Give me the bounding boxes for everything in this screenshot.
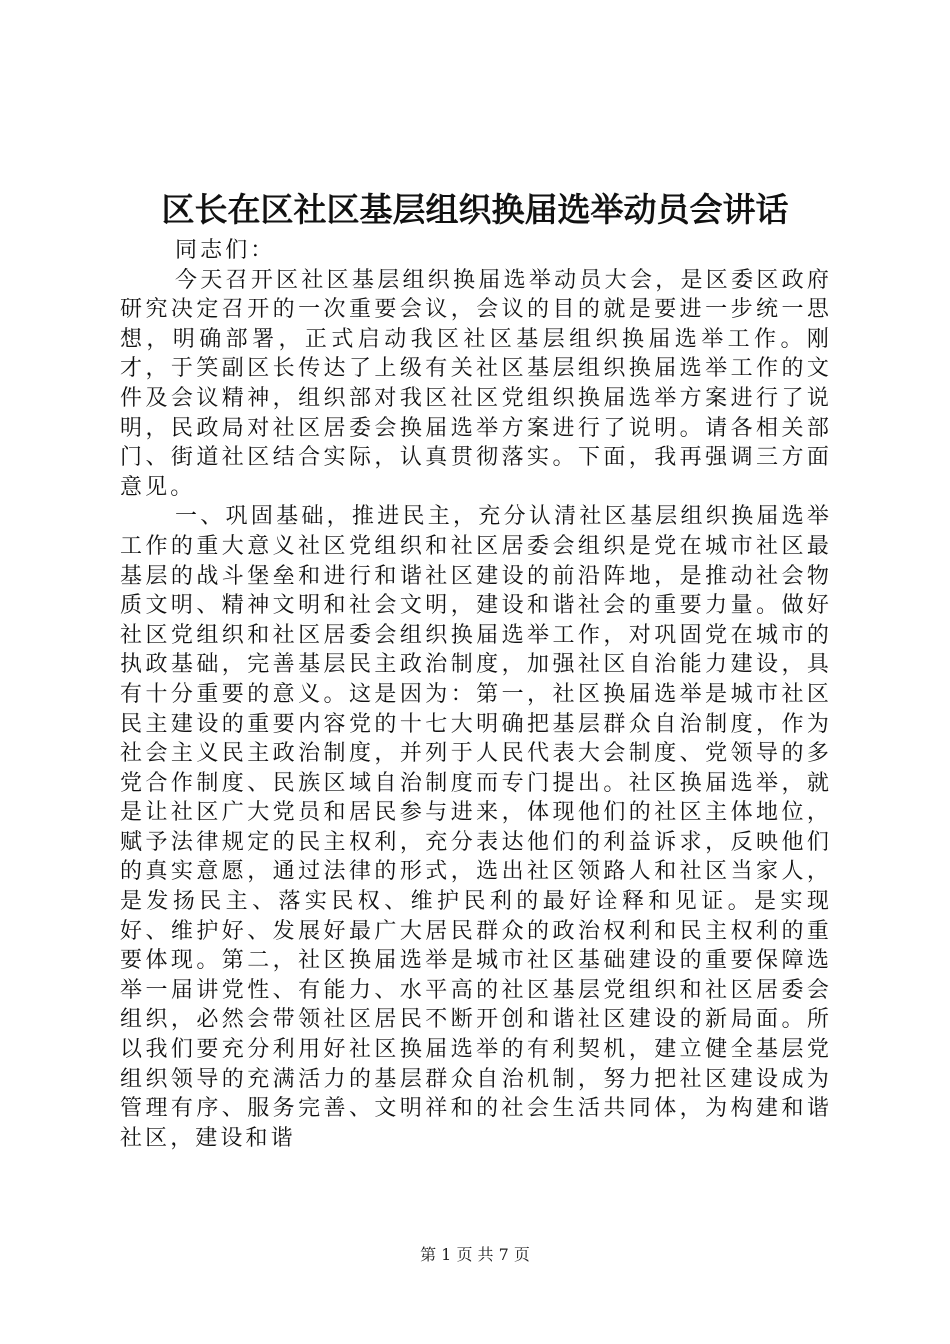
page-number-footer: 第 1 页 共 7 页	[420, 1245, 530, 1264]
greeting-paragraph: 同志们：	[175, 238, 276, 263]
body-paragraph-1: 今天召开区社区基层组织换届选举动员大会，是区委区政府研究决定召开的一次重要会议，会议的目的就是要进一步统一思想，明确部署，正式启动我区社区基层组织换届选举工作。刚才，于笑副区长传达了上级有关社区基层组织换届选举工作的文件及会议精神，组织部对我区社区党组织换届选举方案进行了说明，民政局对社区居委会换届选举方案进行了说明。请各相关部门、街道社区结合实际，认真贯彻落实。下面，我再强调三方面意见。	[120, 267, 832, 500]
document-body	[120, 236, 832, 1153]
document-title: 区长在区社区基层组织换届选举动员会讲话	[161, 190, 789, 229]
body-paragraph-2: 一、巩固基础，推进民主，充分认清社区基层组织换届选举工作的重大意义社区党组织和社区居委会组织是党在城市社区最基层的战斗堡垒和进行和谐社区建设的前沿阵地，是推动社会物质文明、精神文明和社会文明，建设和谐社会的重要力量。做好社区党组织和社区居委会组织换届选举工作，对巩固党在城市的执政基础，完善基层民主政治制度，加强社区自治能力建设，具有十分重要的意义。这是因为：第一，社区换届选举是城市社区民主建设的重要内容党的十七大明确把基层群众自治制度，作为社会主义民主政治制度，并列于人民代表大会制度、党领导的多党合作制度、民族区域自治制度而专门提出。社区换届选举，就是让社区广大党员和居民参与进来，体现他们的社区主体地位，赋予法律规定的民主权利，充分表达他们的利益诉求，反映他们的真实意愿，通过法律的形式，选出社区领路人和社区当家人，是发扬民主、落实民权、维护民利的最好诠释和见证。是实现好、维护好、发展好最广大居民群众的政治权利和民主权利的重要体现。第二，社区换届选举是城市社区基础建设的重要保障选举一届讲党性、有能力、水平高的社区基层党组织和社区居委会组织，必然会带领社区居民不断开创和谐社区建设的新局面。所以我们要充分利用好社区换届选举的有利契机，建立健全基层党组织领导的充满活力的基层群众自治机制，努力把社区建设成为管理有序、服务完善、文明祥和的社会生活共同体，为构建和谐社区，建设和谐	[120, 504, 832, 1151]
